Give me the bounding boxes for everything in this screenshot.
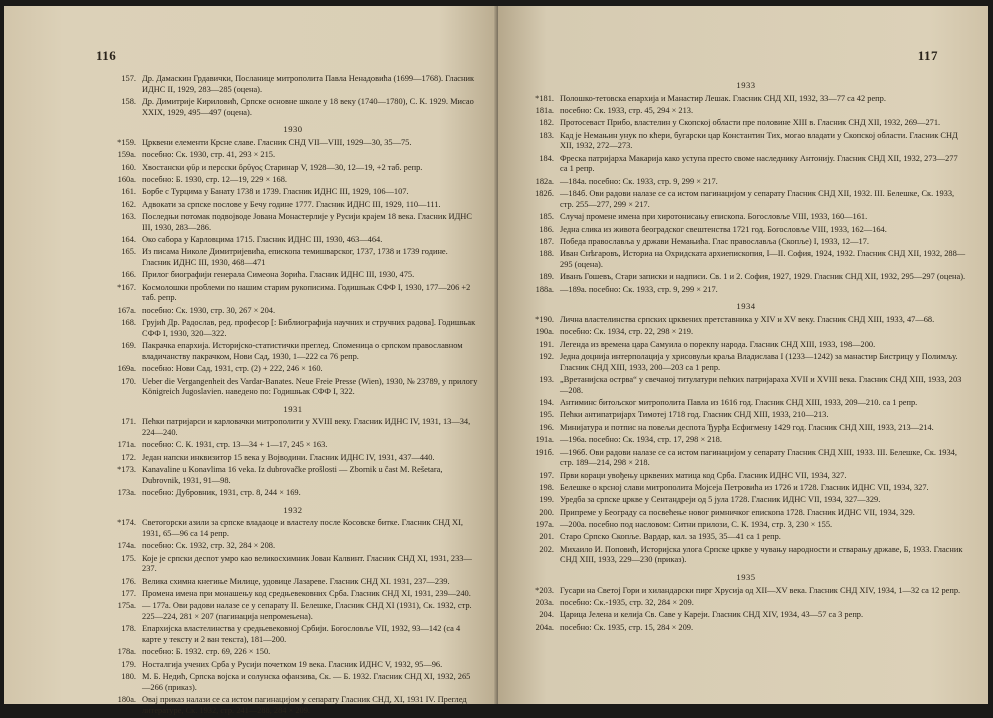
entry-text: Велика схимна кнегиње Милице, удовице Лазаревe. Гласник СНД XI. 1931, 237—239. bbox=[142, 576, 450, 586]
entry-text: посебно: Ск. 1935, стр. 15, 284 × 209. bbox=[560, 622, 694, 632]
entry-number: 172. bbox=[121, 452, 136, 462]
entry-number: 180a. bbox=[117, 695, 136, 705]
entry-text: Уредба за српске цркве у Сентандреји од 5 јула 1728. Гласник ИДНС VII, 1934, 327—329. bbox=[560, 495, 881, 505]
entry-text: —196б. Ови радови налазе се са истом пагинацијом у сепарату Гласник СНД XIII, 1933. III. Белешке, Ск. 1934, стр. 189—214, 298 × 218. bbox=[560, 447, 957, 468]
year-heading: 1933 bbox=[736, 80, 756, 90]
entry-text: Др. Дамаскин Грдавички, Посланице митрополита Павла Ненадовића (1699—1768). Гласник ИДНС II, 1929, 283—285 (оцена). bbox=[142, 74, 475, 94]
bibliography-entry bbox=[108, 554, 478, 575]
bibliography-entry bbox=[108, 695, 478, 716]
entry-number: 191. bbox=[539, 339, 554, 349]
bibliography-entry bbox=[108, 488, 478, 499]
entry-text: Епархијска властелинства у средњевековној Србији. Богословље VII, 1932, 93—142 (са 4 карте у тексту и 2 ван текста), 181—200. bbox=[142, 624, 461, 645]
right-page bbox=[498, 6, 988, 704]
bibliography-entry bbox=[108, 175, 478, 186]
entry-number: 174a. bbox=[117, 541, 136, 551]
entry-number: 191a. bbox=[535, 435, 554, 445]
bibliography-entry bbox=[526, 423, 966, 434]
entry-text: Први кораци увођењу црквених матица код Срба. Гласник ИДНС VII, 1934, 327. bbox=[560, 470, 847, 480]
entry-text: Последњи потомак подвојводе Јована Монастерлије у Русији крајем 18 века. Гласник ИДНС III, 1930, 283—286. bbox=[142, 212, 472, 232]
entry-number: 175a. bbox=[117, 601, 136, 611]
bibliography-entry bbox=[108, 660, 478, 671]
entry-number: 160. bbox=[121, 162, 136, 172]
entry-text: Царица Јелена и келија Св. Саве у Кареји. Гласник СНД XIV, 1934, 43—57 са 3 репр. bbox=[560, 610, 864, 620]
entry-text: Један напски инквизитор 15 века у Војводини. Гласник ИДНС IV, 1931, 437—440. bbox=[142, 452, 435, 462]
entry-number: 201. bbox=[539, 532, 554, 542]
entry-text: Прилог биографији генерала Симеона Зорића. Гласник ИДНС III, 1930, 475. bbox=[142, 270, 415, 280]
entry-number: 169. bbox=[121, 341, 136, 351]
entry-number: 171. bbox=[121, 417, 136, 427]
bibliography-entry bbox=[526, 520, 966, 531]
entry-number: 173a. bbox=[117, 488, 136, 498]
entry-text: Кад је Немањин унук по кћери, бугарски цар Константин Тих, могао владати у Скопској области. Гласник СНД XII, 1932, 272—273. bbox=[560, 130, 958, 151]
bibliography-entry bbox=[526, 448, 966, 469]
entry-text: посебно: Ск. 1934, стр. 22, 298 × 219. bbox=[560, 327, 694, 337]
entry-number: 186. bbox=[539, 224, 554, 234]
bibliography-entry bbox=[108, 624, 478, 645]
entry-text: Црквени елементи Крсне славе. Гласник СНД VII—VIII, 1929—30, 35—75. bbox=[142, 137, 412, 147]
bibliography-entry bbox=[108, 647, 478, 658]
entry-number: *159. bbox=[117, 137, 136, 147]
entry-text: посебно: Ск. 1930, стр. 30, 267 × 204. bbox=[142, 305, 276, 315]
bibliography-entry bbox=[108, 74, 478, 95]
bibliography-entry bbox=[526, 483, 966, 494]
bibliography-entry bbox=[108, 541, 478, 552]
bibliography-entry bbox=[108, 440, 478, 451]
entry-text: Грујић Др. Радослав, ред. професор [: Библиографија научних и стручних радова]. Годишњак СФФ I, 1930, 320—322. bbox=[142, 318, 476, 338]
entry-number: 188. bbox=[539, 249, 554, 259]
entry-number: 204. bbox=[539, 610, 554, 620]
entry-number: 180. bbox=[121, 672, 136, 682]
entry-text: —184a. посебно: Ск. 1933, стр. 9, 299 × 217. bbox=[560, 176, 718, 186]
entry-number: 189. bbox=[539, 272, 554, 282]
entry-text: посебно: Дубровник, 1931, стр. 8, 244 × 169. bbox=[142, 488, 301, 498]
entry-number: 192. bbox=[539, 352, 554, 362]
left-page-content bbox=[108, 74, 478, 718]
entry-number: 160a. bbox=[117, 174, 136, 184]
entry-number: *173. bbox=[117, 465, 136, 475]
entry-text: Око сабора у Карловцима 1715. Гласник ИДНС III, 1930, 463—464. bbox=[142, 235, 383, 245]
entry-number: 197a. bbox=[535, 520, 554, 530]
entry-text: Минијатура и потпис на повељи деспота Ђурђа Есфигмену 1429 год. Гласник СНД XIII, 1933, 213—214. bbox=[560, 422, 934, 432]
entry-text: Промена имена при монашењу код средњевековних Срба. Гласник СНД XI, 1931, 239—240. bbox=[142, 589, 471, 599]
entry-number: 177. bbox=[121, 589, 136, 599]
entry-number: 165. bbox=[121, 247, 136, 257]
bibliography-entry bbox=[526, 435, 966, 446]
entry-number: 185. bbox=[539, 212, 554, 222]
entry-number: 166. bbox=[121, 270, 136, 280]
entry-text: Легенда из времена цара Самуила о порекпу народа. Гласник СНД XIII, 1933, 198—200. bbox=[560, 339, 876, 349]
bibliography-entry bbox=[526, 327, 966, 338]
entry-number: *174. bbox=[117, 518, 136, 528]
bibliography-entry bbox=[526, 118, 966, 129]
entry-text: —200a. посебно под насловом: Ситни прилози, С. К. 1934, стр. 3, 230 × 155. bbox=[560, 520, 833, 530]
right-page-content bbox=[526, 74, 966, 635]
entry-number: 193. bbox=[539, 375, 554, 384]
entry-text: М. Б. Нeдић, Српска војска и солунска офанзива, Ск. — Б. 1932. Гласник СНД XI, 1932, 265—266 (приказ). bbox=[142, 672, 471, 692]
bibliography-entry bbox=[526, 623, 966, 634]
entry-number: 161. bbox=[121, 187, 136, 197]
entry-number: 199. bbox=[539, 495, 554, 505]
entry-number: *181. bbox=[535, 93, 554, 103]
bibliography-entry bbox=[526, 586, 966, 597]
entry-text: Које је српски деспот умро као великосхимник Јован Калвинт. Гласник СНД XI, 1931, 233—237. bbox=[142, 553, 472, 574]
bibliography-entry bbox=[108, 212, 478, 233]
entry-number: 181a. bbox=[535, 105, 554, 115]
year-heading: 1932 bbox=[283, 504, 303, 515]
entry-text: Иван Снѣгаровъ, Историа на Охридската архиепископия, I—II. София, 1924, 1932. Гласник СНД XII, 1932, 288—295 (оцена). bbox=[560, 249, 966, 269]
year-heading: 1930 bbox=[283, 124, 303, 135]
entry-number: 194. bbox=[539, 397, 554, 407]
entry-number: 167a. bbox=[117, 305, 136, 315]
bibliography-entry bbox=[108, 601, 478, 622]
entry-text: Светогорски азили за српске владаоце и властелу после Косовске битке. Гласник СНД XI, 1931, 65—96 са 14 репр. bbox=[142, 518, 463, 538]
entry-number: *203. bbox=[535, 585, 554, 595]
entry-number: 179. bbox=[121, 659, 136, 669]
entry-text: „Вретанијска острва“ у свечаној титулатури пећких патријараха XVII и XVIII века. Гласник СНД XIII, 1933, 203—208. bbox=[560, 375, 962, 395]
entry-text: Једна доцнија интерполација у хрисовуљи краља Владислава I (1233—1242) за манастир Бистрицу у Полимљу. Гласник СНД XIII, 1933, 200—203 са 1 репр. bbox=[560, 352, 958, 372]
entry-number: 182a. bbox=[535, 176, 554, 186]
bibliography-entry bbox=[108, 577, 478, 588]
bibliography-entry bbox=[108, 318, 478, 339]
entry-number: 202. bbox=[539, 544, 554, 554]
entry-number: 163. bbox=[121, 212, 136, 222]
bibliography-entry bbox=[108, 187, 478, 198]
year-heading: 1934 bbox=[736, 301, 756, 312]
entry-text: Гусари на Светој Гори и хиландарски пирг Хрусија од XII—XV века. Гласник СНД XIV, 1934, 1—32 са 12 репр. bbox=[560, 585, 961, 595]
bibliography-entry bbox=[108, 200, 478, 211]
entry-text: Лична властелинства српских црквених претставника у XIV и XV веку. Гласник СНД XIII, 1933, 47—68. bbox=[560, 314, 935, 324]
entry-number: 182. bbox=[539, 118, 554, 128]
bibliography-entry bbox=[108, 163, 478, 174]
entry-number: 203a. bbox=[535, 598, 554, 608]
bibliography-entry bbox=[108, 377, 478, 398]
entry-number: 182б. bbox=[535, 189, 554, 199]
entry-number: 169a. bbox=[117, 364, 136, 374]
entry-number: 164. bbox=[121, 235, 136, 245]
entry-number: *167. bbox=[117, 282, 136, 292]
bibliography-entry bbox=[108, 341, 478, 362]
entry-text: Старо Српско Скопље. Вардар, кал. за 1935, 35—41 са 1 репр. bbox=[560, 532, 781, 542]
entry-number: 188a. bbox=[535, 284, 554, 294]
entry-text: Једна слика из живота београдског свештенства 1721 год. Богословље VIII, 1933, 162—164. bbox=[560, 224, 887, 234]
entry-number: 159a. bbox=[117, 150, 136, 160]
entry-text: — 177a. Ови радови налазе се у сепарату II. Белешке, Гласник СНД XI (1931), Ск. 1932, стр. 225—224, 281 × 207 (пагинација непромењена). bbox=[142, 601, 472, 622]
entry-text: —189a. посебно: Ск. 1933, стр. 9, 299 × 217. bbox=[560, 284, 718, 294]
left-page-number: 116 bbox=[96, 48, 117, 63]
entry-text: —184б. Ови радови налазе се са истом пагинацијом у сепарату Гласник СНД XII, 1932. III. Белешке, Ск. 1933, стр. 255—277, 299 × 217. bbox=[560, 189, 955, 209]
bibliography-entry bbox=[108, 270, 478, 281]
entry-number: 175. bbox=[121, 553, 136, 563]
bibliography-entry bbox=[108, 283, 478, 304]
left-page bbox=[4, 6, 498, 715]
bibliography-entry bbox=[108, 97, 478, 118]
entry-text: Космолошки проблеми по нашим старим рукописима. Годишњак СФФ I, 1930, 177—206 +2 таб. репр. bbox=[142, 282, 471, 303]
entry-text: посебно: Ск. 1933, стр. 45, 294 × 213. bbox=[560, 105, 694, 115]
entry-text: посебно: Б. 1932. стр. 69, 226 × 150. bbox=[142, 647, 271, 657]
entry-number: 195. bbox=[539, 410, 554, 420]
bibliography-entry bbox=[108, 138, 478, 149]
entry-number: 197. bbox=[539, 470, 554, 480]
entry-text: Пећки антипатријарх Тимотеј 1718 год. Гласник СНД XIII, 1933, 210—213. bbox=[560, 410, 829, 420]
bibliography-entry bbox=[526, 610, 966, 621]
entry-text: Припреме у Београду са посвећење новог римничког епископа 1728. Гласник ИДНС VII, 1934, 329. bbox=[560, 507, 915, 517]
right-page-number: 117 bbox=[917, 48, 938, 63]
bibliography-entry bbox=[108, 589, 478, 600]
entry-text: посебно: Б. 1930, стр. 12—19, 229 × 168. bbox=[142, 174, 287, 184]
year-heading: 1931 bbox=[283, 403, 303, 414]
entry-text: Адвокати за српске послове у Бечу године 1777. Гласник ИДНС III, 1929, 110—111. bbox=[142, 199, 441, 209]
entry-number: 157. bbox=[121, 74, 136, 83]
bibliography-entry bbox=[526, 106, 966, 117]
entry-text: Случај промене имена при хиротонисању епископа. Богословље VIII, 1933, 160—161. bbox=[560, 212, 868, 222]
entry-text: Победа православља у држави Немањића. Глас православља (Скопље) I, 1933, 12—17. bbox=[560, 236, 869, 246]
entry-text: Пакрачка епархија. Историјско-статистички преглед. Споменица о српском православном владичанству пакрачком, Нови Сад, 1930, 1—222 са 76 репр. bbox=[142, 341, 463, 361]
bibliography-entry bbox=[526, 131, 966, 152]
entry-text: Носталгија учених Срба у Русији почетком 19 века. Гласник ИДНС V, 1932, 95—96. bbox=[142, 659, 443, 669]
entry-number: 183. bbox=[539, 130, 554, 140]
bibliography-entry bbox=[108, 235, 478, 246]
entry-number: 198. bbox=[539, 482, 554, 492]
entry-number: 191б. bbox=[535, 447, 554, 457]
bibliography-entry bbox=[108, 247, 478, 268]
bibliography-entry bbox=[526, 508, 966, 519]
entry-text: Иванъ Гошевъ, Стари записки и надписи. Св. 1 и 2. София, 1927, 1929. Гласник СНД XII, 1932, 295—297 (оцена). bbox=[560, 272, 966, 282]
bibliography-entry bbox=[108, 150, 478, 161]
bibliography-entry bbox=[108, 364, 478, 375]
bibliography-entry bbox=[526, 272, 966, 283]
bibliography-entry bbox=[526, 237, 966, 248]
entry-text: Белешке о крсној слави митрополита Мојсеја Петровића из 1726 и 1728. Гласник ИДНС VII, 1934, 327. bbox=[560, 482, 929, 492]
bibliography-entry bbox=[526, 340, 966, 351]
entry-number: 170. bbox=[121, 376, 136, 386]
bibliography-entry bbox=[526, 398, 966, 409]
bibliography-entry bbox=[526, 212, 966, 223]
bibliography-entry bbox=[526, 495, 966, 506]
bibliography-entry bbox=[526, 154, 966, 175]
entry-text: Михаило И. Поповић, Историјска улога Српске цркве у чувању народности и стварању државе, Б, 1933. Гласник СНД XIII, 1933, 229—230 (приказ). bbox=[560, 544, 963, 565]
entry-number: 187. bbox=[539, 236, 554, 246]
entry-text: Борбе с Турцима у Банату 1738 и 1739. Гласник ИДНС III, 1929, 106—107. bbox=[142, 187, 409, 197]
entry-number: 196. bbox=[539, 422, 554, 432]
entry-number: 184. bbox=[539, 153, 554, 163]
entry-text: Полошко-тетовска епархија и Манастир Лешак. Гласник СНД XII, 1932, 33—77 са 42 репр. bbox=[560, 93, 886, 103]
entry-number: 168. bbox=[121, 318, 136, 328]
entry-text: Kanavaline u Konavlima 16 veka. Iz dubrovačke prošlosti — Zbornik u čast M. Rešetara, Dubrovnik, 1931, 91—98. bbox=[142, 465, 443, 485]
entry-number: 176. bbox=[121, 576, 136, 586]
bibliography-entry bbox=[526, 94, 966, 105]
entry-text: Антиминс битољског митрополита Павла из 1616 год. Гласник СНД XIII, 1933, 209—210. са 1 репр. bbox=[560, 397, 918, 407]
entry-text: посебно: Нови Сад, 1931, стр. (2) + 222, 246 × 160. bbox=[142, 364, 323, 374]
entry-number: 162. bbox=[121, 199, 136, 209]
entry-number: 158. bbox=[121, 96, 136, 106]
bibliography-entry bbox=[526, 225, 966, 236]
bibliography-entry bbox=[526, 410, 966, 421]
entry-text: посебно: Ск. 1932, стр. 32, 284 × 208. bbox=[142, 541, 276, 551]
entry-text: Протосевaст Прибо, властелин у Скопској области пре половине XIII в. Гласник СНД XII, 1932, 269—271. bbox=[560, 118, 941, 128]
entry-text: посебно: С. К. 1931, стр. 13—34 + 1—17, 245 × 163. bbox=[142, 440, 328, 450]
bibliography-entry bbox=[108, 518, 478, 539]
bibliography-entry bbox=[526, 315, 966, 326]
bibliography-entry bbox=[108, 306, 478, 317]
entry-text: Из писама Николе Димитријевића, епископа темишварског, 1737, 1738 и 1739 године. Гласник ИДНС III, 1930, 468—471 bbox=[142, 247, 448, 268]
entry-number: 190a. bbox=[535, 327, 554, 337]
bibliography-entry bbox=[108, 672, 478, 693]
entry-text: Хвостански φῦρ и персски ὄρῦγος Старинар V, 1928—30, 12—19, +2 таб. репр. bbox=[142, 162, 423, 172]
bibliography-entry bbox=[526, 375, 966, 396]
entry-number: 200. bbox=[539, 507, 554, 517]
entry-text: Пећки патријарси и карловачки митрополити у XVIII веку. Гласник ИДНС IV, 1931, 13—34, 224—240. bbox=[142, 417, 471, 437]
entry-number: *190. bbox=[535, 314, 554, 324]
year-heading: 1935 bbox=[736, 572, 756, 583]
bibliography-entry bbox=[526, 177, 966, 188]
bibliography-entry bbox=[526, 352, 966, 373]
bibliography-entry bbox=[526, 471, 966, 482]
bibliography-entry bbox=[108, 465, 478, 486]
entry-number: 171a. bbox=[117, 440, 136, 450]
entry-number: 204a. bbox=[535, 622, 554, 632]
entry-text: Др. Димитрије Кириловић, Српске основне школе у 18 веку (1740—1780), С. К. 1929. Мисао XXIX, 1929, 495—497 (оцена). bbox=[142, 96, 474, 117]
bibliography-entry bbox=[526, 598, 966, 609]
entry-number: 178a. bbox=[117, 647, 136, 657]
entry-text: посебно: Ск.-1935, стр. 32, 284 × 209. bbox=[560, 598, 694, 608]
bibliography-entry bbox=[526, 249, 966, 270]
entry-text: Ueber die Vergangenheit des Vardar-Banates. Neue Freie Presse (Wien), 1930, № 23789, у прилогу Königreich Jugoslavien. наведено по: Годишњак СФФ I, 322. bbox=[142, 376, 478, 397]
entry-text: посебно: Ск. 1930, стр. 41, 293 × 215. bbox=[142, 150, 276, 160]
bibliography-entry bbox=[526, 189, 966, 210]
bibliography-entry bbox=[108, 453, 478, 464]
entry-number: 178. bbox=[121, 624, 136, 634]
entry-text: Фреска патријарха Макарија како уступа престо своме наследнику Антонију. Гласник СНД XII, 1932, 273—277 са 1 репр. bbox=[560, 153, 958, 174]
entry-text: —196a. посебно: Ск. 1934, стр. 17, 298 × 218. bbox=[560, 435, 722, 445]
bibliography-entry bbox=[526, 532, 966, 543]
entry-text: Овај приказ налази се са истом пагинацијом у сепарату Гласник СНД, XI, 1931 IV. Преглед литературе, Ск. 1932, стр. 241—288, 284 × 209. bbox=[142, 695, 467, 715]
bibliography-entry bbox=[108, 417, 478, 438]
bibliography-entry bbox=[526, 545, 966, 566]
bibliography-entry bbox=[526, 285, 966, 296]
